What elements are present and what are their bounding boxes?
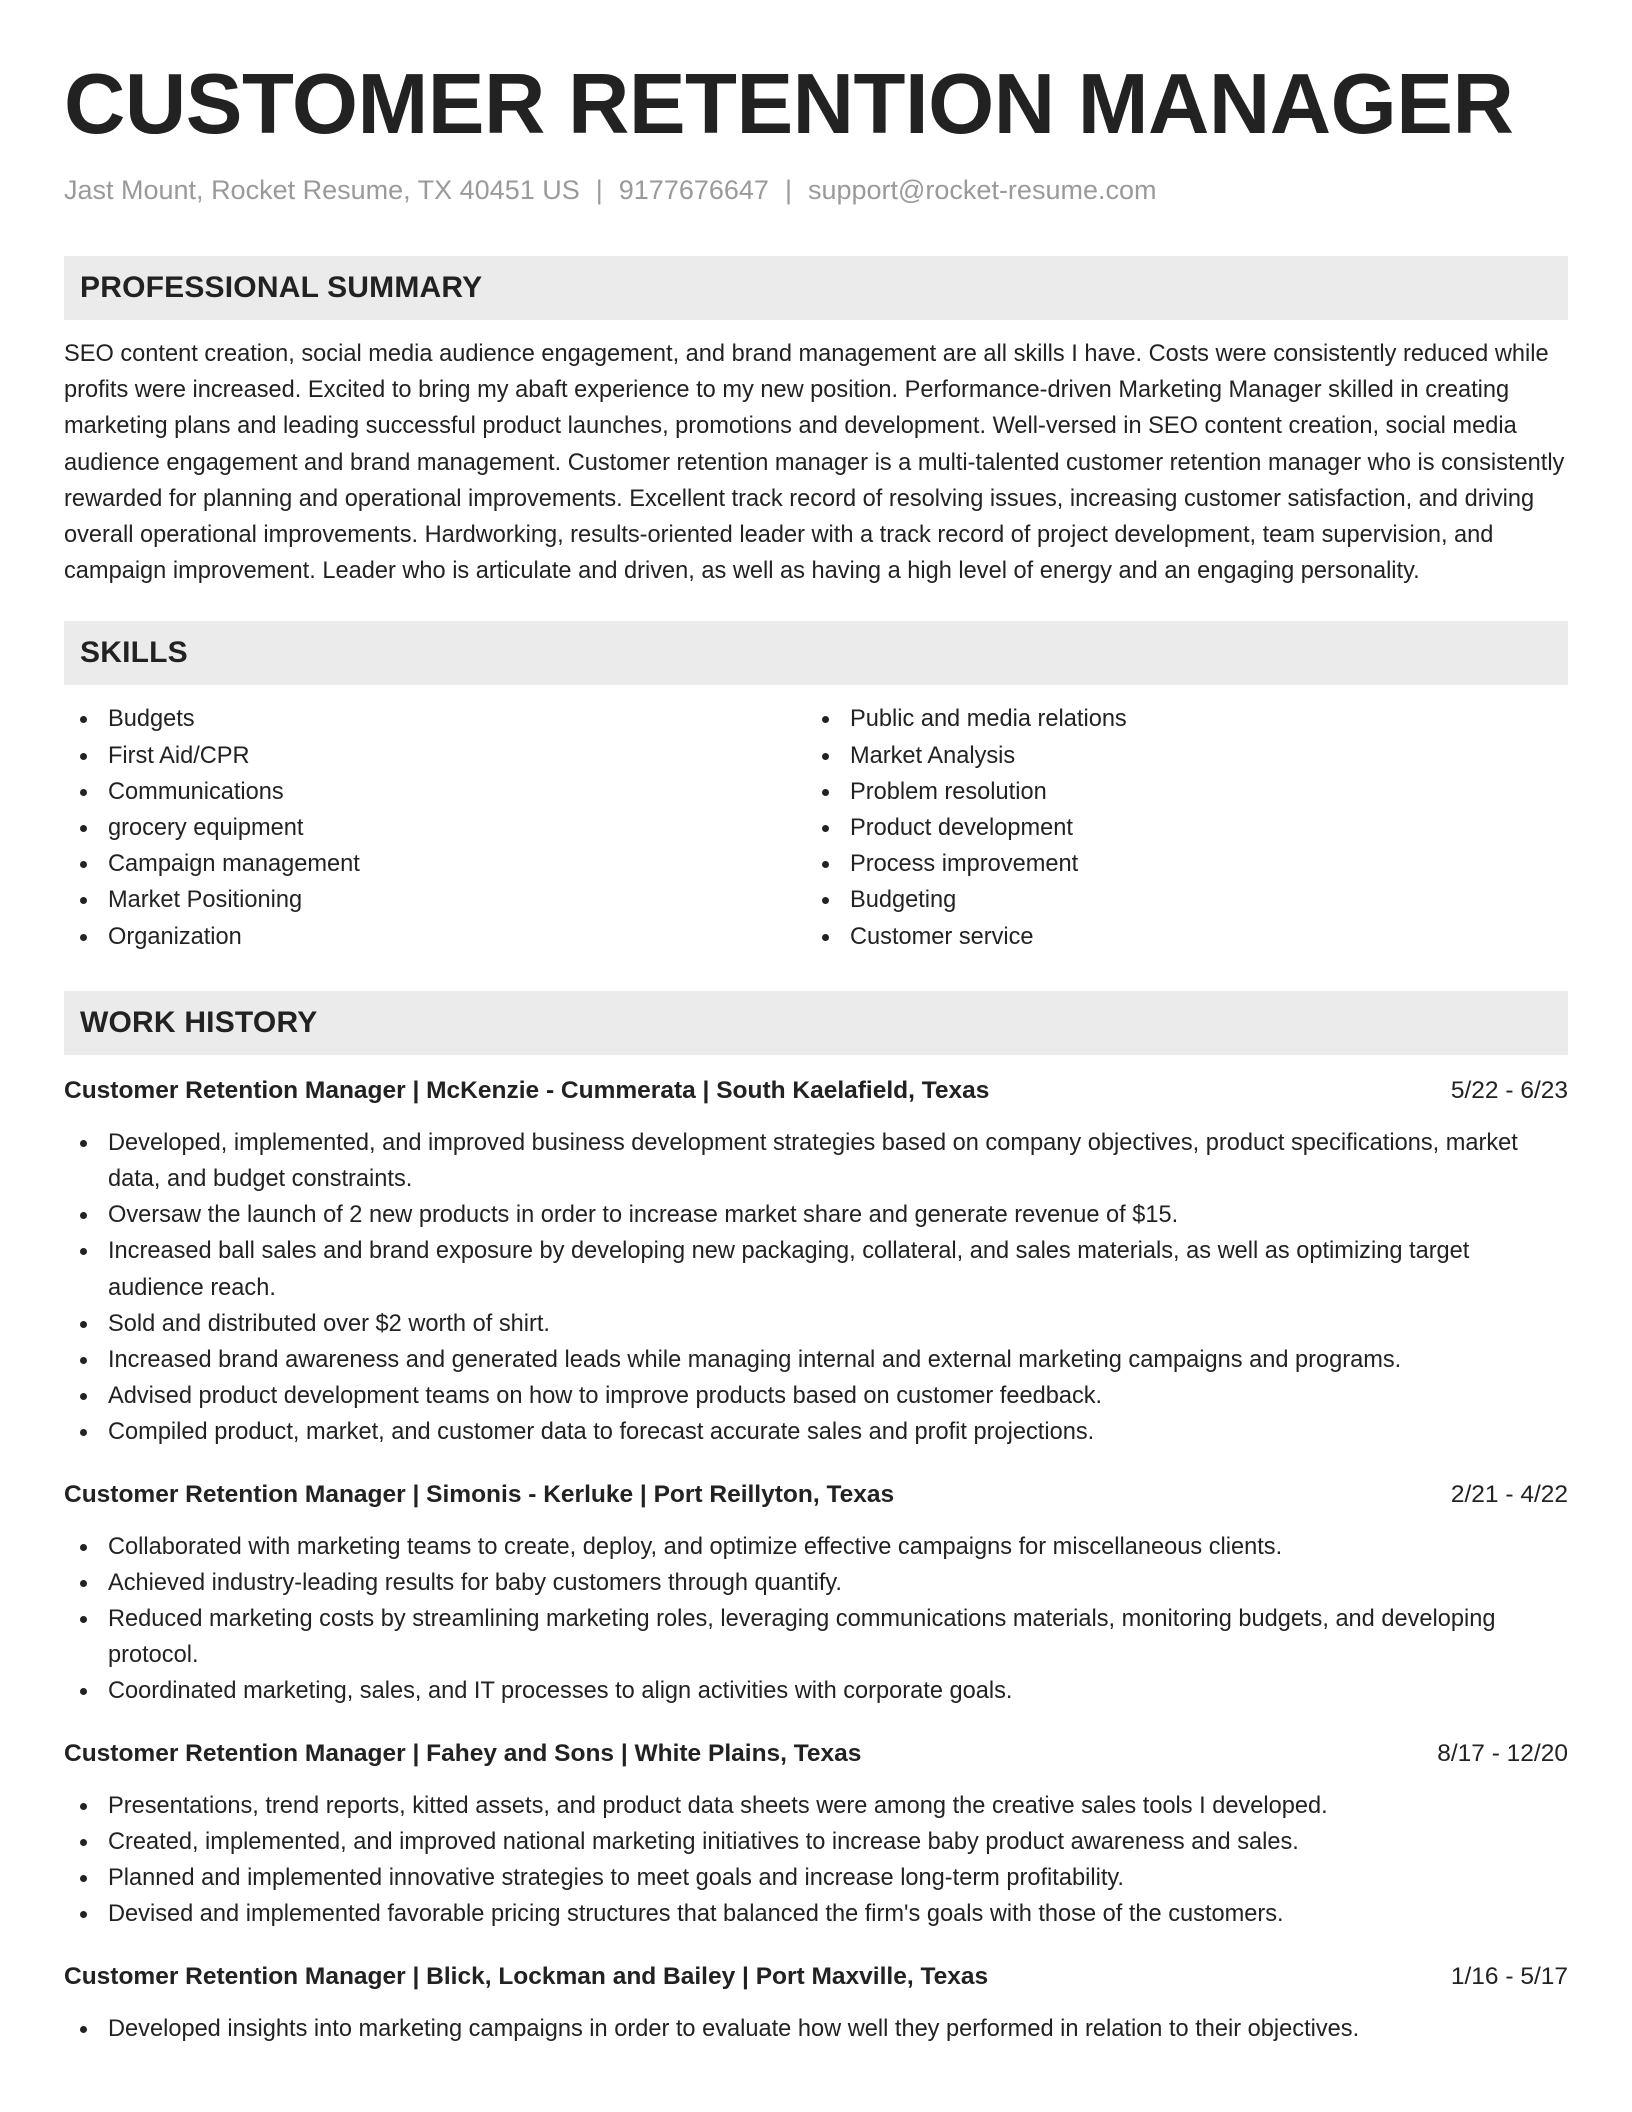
job-entry bbox=[64, 1073, 1568, 1451]
skill-item: Process improvement bbox=[806, 846, 1548, 882]
job-title: Customer Retention Manager | Fahey and Sons | White Plains, Texas bbox=[64, 1739, 862, 1767]
skills-column-left bbox=[64, 701, 806, 954]
summary-heading: PROFESSIONAL SUMMARY bbox=[80, 271, 483, 304]
contact-separator: | bbox=[595, 175, 603, 205]
job-bullet: Created, implemented, and improved national marketing initiatives to increase baby product awareness and sales. bbox=[64, 1824, 1568, 1860]
job-bullet: Reduced marketing costs by streamlining marketing roles, leveraging communications materials, monitoring budgets, and developing protocol. bbox=[64, 1601, 1568, 1673]
skills-section-header bbox=[64, 621, 1568, 685]
job-bullet: Oversaw the launch of 2 new products in order to increase market share and generate revenue of $15. bbox=[64, 1197, 1568, 1233]
skill-item: Budgets bbox=[64, 701, 806, 737]
skill-item: Product development bbox=[806, 810, 1548, 846]
job-bullets bbox=[64, 1529, 1568, 1710]
contact-phone: 9177676647 bbox=[618, 175, 769, 205]
contact-email: support@rocket-resume.com bbox=[807, 175, 1157, 205]
work-section-header bbox=[64, 991, 1568, 1055]
skill-item: grocery equipment bbox=[64, 810, 806, 846]
job-bullet: Sold and distributed over $2 worth of shirt. bbox=[64, 1306, 1568, 1342]
summary-text: SEO content creation, social media audience engagement, and brand management are all skills I have. Costs were consistently reduced while profits were increased. Excited to bring my abaft experience to my new position. Performance-driven Marketing Manager skilled in creating marketing plans and leading successful product launches, promotions and development. Well-versed in SEO content creation, social media audience engagement and brand management. Customer retention manager is a multi-talented customer retention manager who is consistently rewarded for planning and operational improvements. Excellent track record of resolving issues, increasing customer satisfaction, and driving overall operational improvements. Hardworking, results-oriented leader with a track record of project development, team supervision, and campaign improvement. Leader who is articulate and driven, as well as having a high level of energy and an engaging personality. bbox=[64, 341, 1565, 585]
job-header bbox=[64, 1477, 1568, 1513]
skill-item: Market Analysis bbox=[806, 738, 1548, 774]
candidate-name: CUSTOMER RETENTION MANAGER bbox=[64, 57, 1514, 152]
job-header bbox=[64, 1073, 1568, 1109]
job-dates: 1/16 - 5/17 bbox=[1450, 1962, 1568, 1990]
skill-item: Public and media relations bbox=[806, 701, 1548, 737]
job-bullet: Devised and implemented favorable pricing structures that balanced the firm's goals with those of the customers. bbox=[64, 1896, 1568, 1932]
job-title: Customer Retention Manager | Blick, Lockman and Bailey | Port Maxville, Texas bbox=[64, 1962, 989, 1990]
job-bullets bbox=[64, 1788, 1568, 1933]
skill-item: Campaign management bbox=[64, 846, 806, 882]
contact-line bbox=[64, 174, 1568, 206]
job-bullet: Compiled product, market, and customer data to forecast accurate sales and profit projections. bbox=[64, 1414, 1568, 1450]
job-bullet: Increased ball sales and brand exposure by developing new packaging, collateral, and sales materials, as well as optimizing target audience reach. bbox=[64, 1233, 1568, 1305]
skill-item: First Aid/CPR bbox=[64, 738, 806, 774]
resume-page bbox=[64, 0, 1568, 2047]
job-bullet: Coordinated marketing, sales, and IT processes to align activities with corporate goals. bbox=[64, 1673, 1568, 1709]
skill-item: Problem resolution bbox=[806, 774, 1548, 810]
job-bullet: Presentations, trend reports, kitted assets, and product data sheets were among the creative sales tools I developed. bbox=[64, 1788, 1568, 1824]
job-title: Customer Retention Manager | Simonis - Kerluke | Port Reillyton, Texas bbox=[64, 1480, 895, 1508]
job-header bbox=[64, 1959, 1568, 1995]
job-dates: 2/21 - 4/22 bbox=[1450, 1480, 1568, 1508]
contact-address: Jast Mount, Rocket Resume, TX 40451 US bbox=[64, 175, 580, 205]
job-entry bbox=[64, 1959, 1568, 2047]
skill-item: Communications bbox=[64, 774, 806, 810]
job-bullets bbox=[64, 2011, 1568, 2047]
job-bullet: Developed, implemented, and improved business development strategies based on company objectives, product specifications, market data, and budget constraints. bbox=[64, 1125, 1568, 1197]
job-bullet: Collaborated with marketing teams to create, deploy, and optimize effective campaigns for miscellaneous clients. bbox=[64, 1529, 1568, 1565]
job-bullet: Advised product development teams on how to improve products based on customer feedback. bbox=[64, 1378, 1568, 1414]
contact-separator: | bbox=[784, 175, 792, 205]
job-title: Customer Retention Manager | McKenzie - Cummerata | South Kaelafield, Texas bbox=[64, 1076, 990, 1104]
job-entry bbox=[64, 1736, 1568, 1933]
skill-item: Customer service bbox=[806, 919, 1548, 955]
skill-item: Market Positioning bbox=[64, 882, 806, 918]
job-dates: 8/17 - 12/20 bbox=[1437, 1739, 1568, 1767]
skill-item: Organization bbox=[64, 919, 806, 955]
job-dates: 5/22 - 6/23 bbox=[1450, 1076, 1568, 1104]
job-bullet: Planned and implemented innovative strategies to meet goals and increase long-term profitability. bbox=[64, 1860, 1568, 1896]
job-bullet: Developed insights into marketing campaigns in order to evaluate how well they performed in relation to their objectives. bbox=[64, 2011, 1568, 2047]
job-entry bbox=[64, 1477, 1568, 1710]
skills-column-right bbox=[806, 701, 1548, 954]
skills-heading: SKILLS bbox=[80, 636, 188, 670]
job-bullet: Achieved industry-leading results for baby customers through quantify. bbox=[64, 1565, 1568, 1601]
job-bullet: Increased brand awareness and generated leads while managing internal and external marketing campaigns and programs. bbox=[64, 1342, 1568, 1378]
job-header bbox=[64, 1736, 1568, 1772]
skills-list bbox=[64, 701, 1568, 954]
summary-section-header bbox=[64, 256, 1568, 320]
skill-item: Budgeting bbox=[806, 882, 1548, 918]
job-bullets bbox=[64, 1125, 1568, 1451]
work-heading: WORK HISTORY bbox=[80, 1005, 318, 1039]
